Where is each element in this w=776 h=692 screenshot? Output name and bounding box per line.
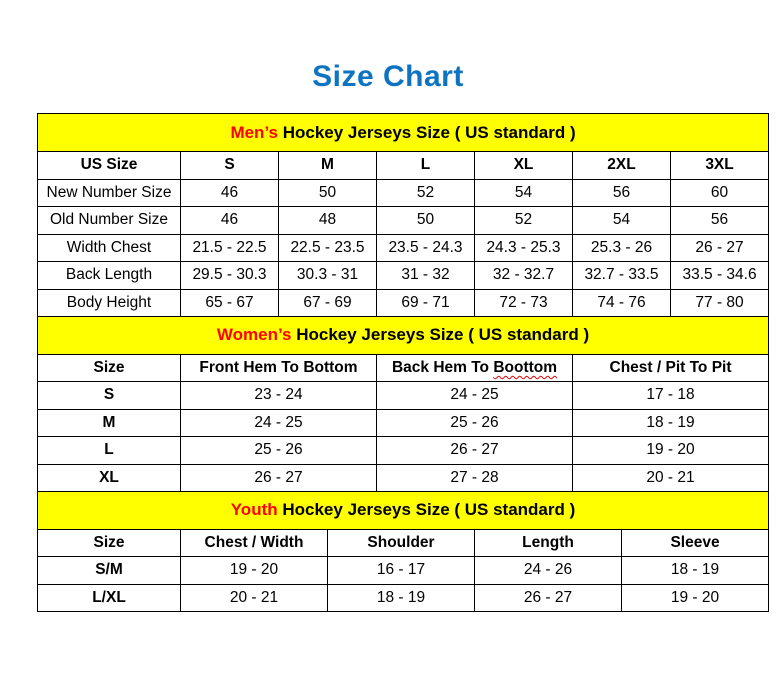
mens-banner	[38, 114, 769, 152]
mens-value-cell: 30.3 - 31	[279, 262, 377, 290]
mens-banner-highlight: Men’s	[230, 122, 278, 142]
mens-banner-row	[38, 114, 769, 152]
youth-size-table	[37, 491, 769, 613]
womens-value-cell: 26 - 27	[181, 464, 377, 492]
youth-header-row	[38, 529, 769, 557]
mens-value-cell: 21.5 - 22.5	[181, 234, 279, 262]
youth-value-cell: 26 - 27	[475, 584, 622, 612]
womens-value-cell: 25 - 26	[377, 409, 573, 437]
youth-column-header: Sleeve	[622, 529, 769, 557]
mens-value-cell: 54	[573, 207, 671, 235]
mens-value-cell: 29.5 - 30.3	[181, 262, 279, 290]
womens-column-header: Back Hem To Boottom	[377, 354, 573, 382]
womens-row-label: XL	[38, 464, 181, 492]
youth-value-cell: 20 - 21	[181, 584, 328, 612]
mens-value-cell: 32 - 32.7	[475, 262, 573, 290]
womens-banner-highlight: Women’s	[216, 325, 292, 344]
mens-value-cell: 65 - 67	[181, 289, 279, 317]
womens-row-label: L	[38, 437, 181, 465]
mens-data-row	[38, 234, 769, 262]
mens-size-table	[37, 113, 769, 317]
womens-column-header: Front Hem To Bottom	[181, 354, 377, 382]
mens-value-cell: 56	[573, 179, 671, 207]
mens-value-cell: 72 - 73	[475, 289, 573, 317]
mens-header-row	[38, 152, 769, 180]
youth-banner-row	[38, 491, 769, 529]
youth-value-cell: 19 - 20	[622, 584, 769, 612]
misspelled-word: Boottom	[493, 358, 558, 376]
womens-row-label: S	[38, 382, 181, 410]
womens-size-table	[37, 316, 769, 493]
mens-data-row	[38, 179, 769, 207]
youth-column-header: Length	[475, 529, 622, 557]
mens-data-row	[38, 289, 769, 317]
mens-value-cell: 50	[279, 179, 377, 207]
mens-column-header: L	[377, 152, 475, 180]
mens-row-label: Old Number Size	[38, 207, 181, 235]
mens-value-cell: 69 - 71	[377, 289, 475, 317]
womens-banner-row	[38, 316, 769, 354]
womens-value-cell: 24 - 25	[377, 382, 573, 410]
womens-value-cell: 26 - 27	[377, 437, 573, 465]
mens-value-cell: 46	[181, 207, 279, 235]
mens-value-cell: 77 - 80	[671, 289, 769, 317]
youth-banner-text: Hockey Jerseys Size ( US standard )	[277, 500, 576, 519]
size-tables-container	[37, 113, 768, 612]
mens-column-header: 3XL	[671, 152, 769, 180]
youth-row-label: L/XL	[38, 584, 181, 612]
youth-data-row	[38, 584, 769, 612]
womens-column-header: Size	[38, 354, 181, 382]
womens-row-label: M	[38, 409, 181, 437]
mens-value-cell: 23.5 - 24.3	[377, 234, 475, 262]
mens-value-cell: 54	[475, 179, 573, 207]
mens-value-cell: 74 - 76	[573, 289, 671, 317]
youth-column-header: Chest / Width	[181, 529, 328, 557]
youth-value-cell: 16 - 17	[328, 557, 475, 585]
youth-value-cell: 24 - 26	[475, 557, 622, 585]
youth-data-row	[38, 557, 769, 585]
youth-value-cell: 19 - 20	[181, 557, 328, 585]
womens-value-cell: 23 - 24	[181, 382, 377, 410]
mens-value-cell: 24.3 - 25.3	[475, 234, 573, 262]
youth-value-cell: 18 - 19	[622, 557, 769, 585]
mens-column-header: XL	[475, 152, 573, 180]
womens-value-cell: 18 - 19	[573, 409, 769, 437]
mens-column-header: 2XL	[573, 152, 671, 180]
mens-column-header: M	[279, 152, 377, 180]
youth-column-header: Size	[38, 529, 181, 557]
mens-value-cell: 32.7 - 33.5	[573, 262, 671, 290]
womens-value-cell: 24 - 25	[181, 409, 377, 437]
mens-value-cell: 25.3 - 26	[573, 234, 671, 262]
youth-column-header: Shoulder	[328, 529, 475, 557]
mens-column-header: S	[181, 152, 279, 180]
womens-value-cell: 17 - 18	[573, 382, 769, 410]
mens-value-cell: 67 - 69	[279, 289, 377, 317]
mens-value-cell: 52	[377, 179, 475, 207]
page-title: Size Chart	[312, 60, 464, 93]
mens-row-label: New Number Size	[38, 179, 181, 207]
mens-row-label: Back Length	[38, 262, 181, 290]
womens-data-row	[38, 437, 769, 465]
mens-value-cell: 52	[475, 207, 573, 235]
youth-value-cell: 18 - 19	[328, 584, 475, 612]
youth-banner-highlight: Youth	[230, 500, 278, 519]
womens-data-row	[38, 382, 769, 410]
womens-data-row	[38, 464, 769, 492]
mens-data-row	[38, 262, 769, 290]
mens-value-cell: 22.5 - 23.5	[279, 234, 377, 262]
mens-data-row	[38, 207, 769, 235]
womens-header-row	[38, 354, 769, 382]
womens-value-cell: 19 - 20	[573, 437, 769, 465]
womens-data-row	[38, 409, 769, 437]
mens-value-cell: 31 - 32	[377, 262, 475, 290]
mens-value-cell: 26 - 27	[671, 234, 769, 262]
womens-value-cell: 27 - 28	[377, 464, 573, 492]
mens-value-cell: 50	[377, 207, 475, 235]
youth-banner	[38, 491, 769, 529]
womens-value-cell: 25 - 26	[181, 437, 377, 465]
womens-banner	[38, 316, 769, 354]
youth-row-label: S/M	[38, 557, 181, 585]
mens-value-cell: 48	[279, 207, 377, 235]
mens-value-cell: 33.5 - 34.6	[671, 262, 769, 290]
mens-value-cell: 46	[181, 179, 279, 207]
mens-value-cell: 56	[671, 207, 769, 235]
mens-row-label: Width Chest	[38, 234, 181, 262]
mens-column-header: US Size	[38, 152, 181, 180]
womens-value-cell: 20 - 21	[573, 464, 769, 492]
womens-column-header: Chest / Pit To Pit	[573, 354, 769, 382]
womens-banner-text: Hockey Jerseys Size ( US standard )	[291, 325, 590, 344]
mens-row-label: Body Height	[38, 289, 181, 317]
mens-value-cell: 60	[671, 179, 769, 207]
mens-banner-text: Hockey Jerseys Size ( US standard )	[277, 122, 576, 142]
